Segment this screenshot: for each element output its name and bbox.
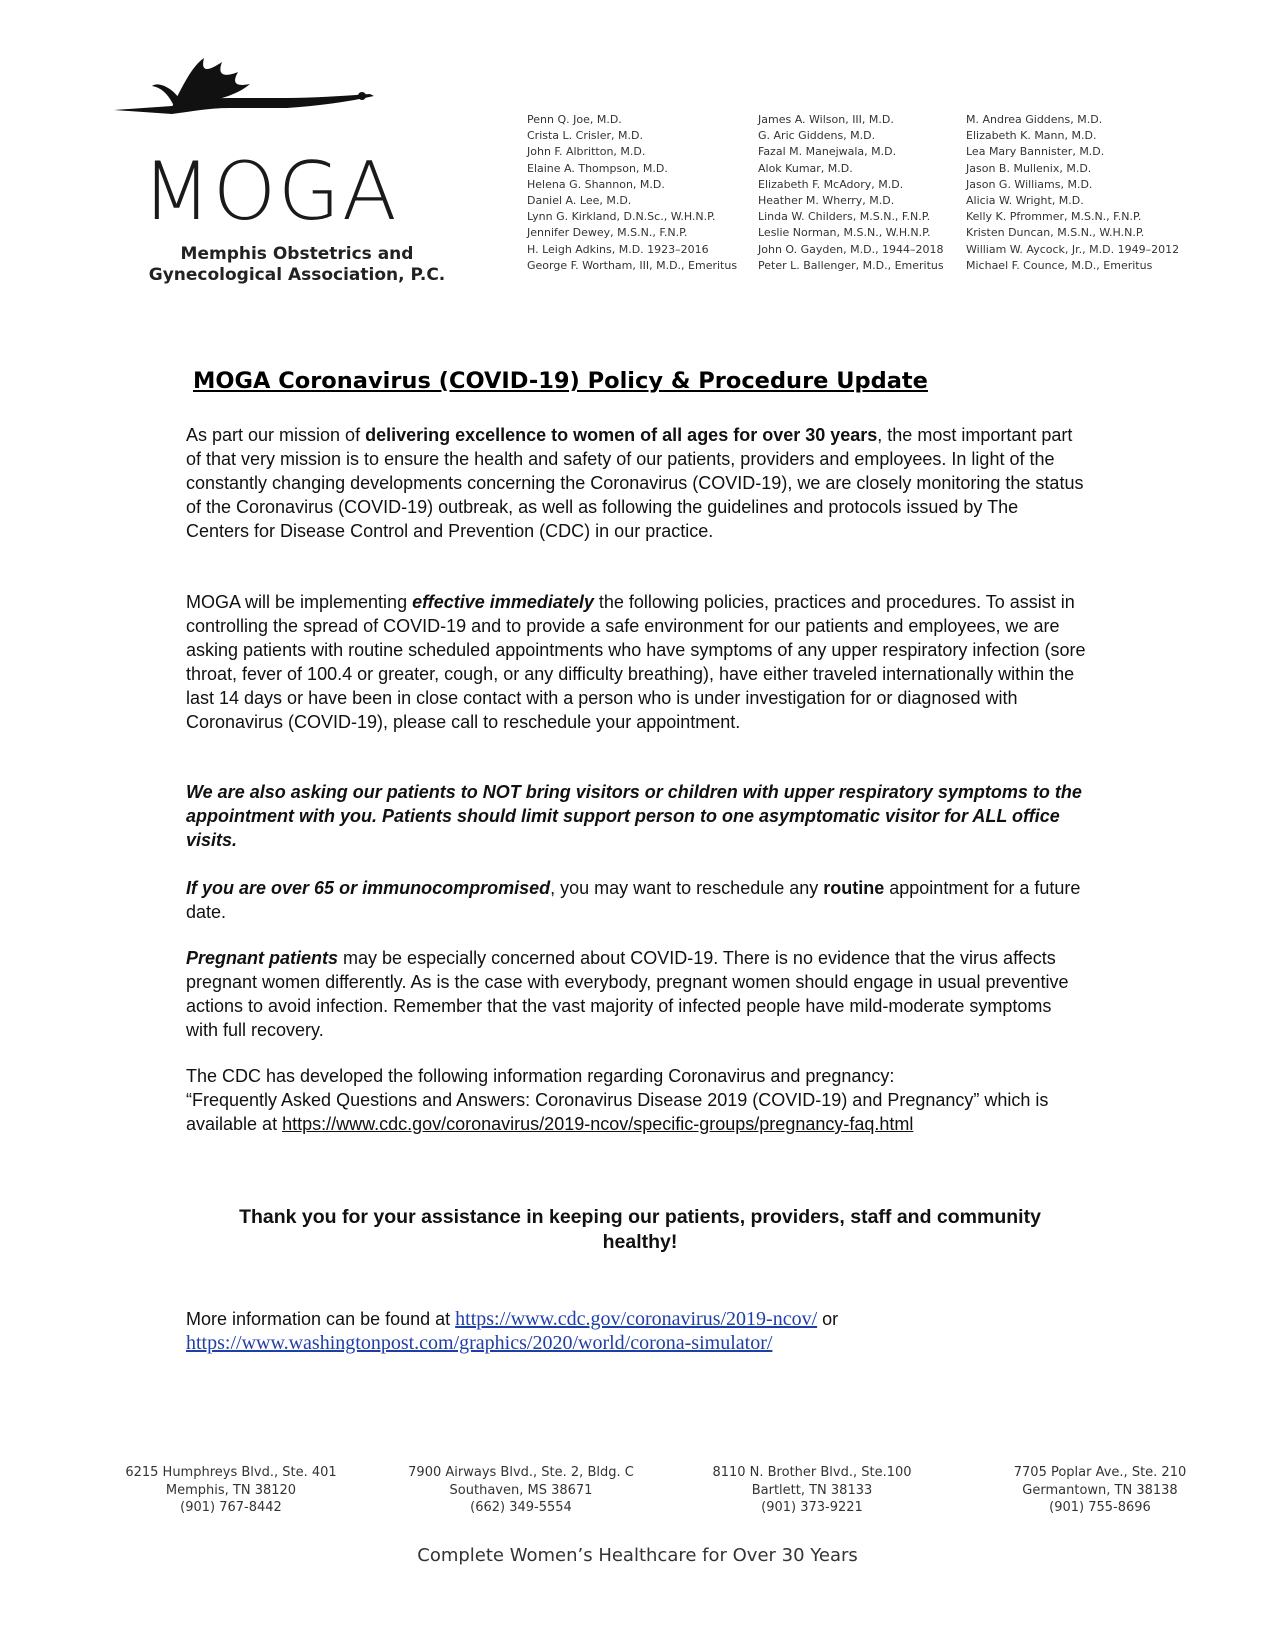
address-germantown: 7705 Poplar Ave., Ste. 210 Germantown, TN 38138 (901) 755-8696 bbox=[1013, 1465, 1187, 1515]
cdc-coronavirus-link[interactable]: https://www.cdc.gov/coronavirus/2019-ncov/ bbox=[455, 1308, 818, 1330]
paragraph-pregnancy: Pregnant patients may be especially concerned about COVID-19. There is no evidence that the virus affects pregnant women differently. As is the case with everybody, pregnant women should engage in usual preventive actions to avoid infection. Remember that the vast majority of infected people have mild-moderate symptoms with full recovery. bbox=[186, 948, 1069, 1040]
staff-column-2: James A. Wilson, III, M.D. G. Aric Giddens, M.D. Fazal M. Manejwala, M.D. Alok Kumar, M.D. Elizabeth F. McAdory, M.D. Heather M. Wherry, M.D. Linda W. Childers, M.S.N., F.N.P. Leslie Norman, M.S.N., W.H.N.P. John O. Gayden, M.D., 1944–2018 Peter L. Ballenger, M.D., Emeritus bbox=[758, 113, 944, 272]
paragraph-mission: As part our mission of delivering excellence to women of all ages for over 30 years, the most important part of that very mission is to ensure the health and safety of our patients, providers and employees. In light of the constantly changing developments concerning the Coronavirus (COVID-19), we are closely monitoring the status of the Coronavirus (COVID-19) outbreak, as well as following the guidelines and protocols issued by The Centers for Disease Control and Prevention (CDC) in our practice. bbox=[186, 425, 1084, 541]
address-southaven: 7900 Airways Blvd., Ste. 2, Bldg. C Southaven, MS 38671 (662) 349-5554 bbox=[408, 1465, 634, 1515]
logo-wordmark: MOGA bbox=[142, 145, 399, 238]
paragraph-policies: MOGA will be implementing effective immediately the following policies, practices and procedures. To assist in controlling the spread of COVID-19 and to provide a safe environment for our patients and employees, we are asking patients with routine scheduled appointments who have symptoms of any upper respiratory infection (sore throat, fever of 100.4 or greater, cough, or any difficulty breathing), have either traveled internationally within the last 14 days or have been in close contact with a person who is under investigation for or diagnosed with Coronavirus (COVID-19), please call to reschedule your appointment. bbox=[186, 592, 1086, 732]
address-memphis: 6215 Humphreys Blvd., Ste. 401 Memphis, TN 38120 (901) 767-8442 bbox=[125, 1465, 337, 1515]
stork-icon bbox=[112, 52, 392, 132]
staff-column-3: M. Andrea Giddens, M.D. Elizabeth K. Mann, M.D. Lea Mary Bannister, M.D. Jason B. Mullenix, M.D. Jason G. Williams, M.D. Alicia W. Wright, M.D. Kelly K. Pfrommer, M.S.N., F.N.P. Kristen Duncan, M.S.N., W.H.N.P. William W. Aycock, Jr., M.D. 1949–2012 Michael F. Counce, M.D., Emeritus bbox=[966, 113, 1180, 272]
logo-subtitle: Memphis Obstetrics and Gynecological Association, P.C. bbox=[148, 244, 446, 285]
paragraph-visitors: We are also asking our patients to NOT bring visitors or children with upper respiratory symptoms to the appointment with you. Patients should limit support person to one asymptomatic visitor for ALL office visits. bbox=[186, 782, 1082, 850]
washington-post-simulator-link[interactable]: https://www.washingtonpost.com/graphics/2020/world/corona-simulator/ bbox=[186, 1332, 773, 1354]
more-info: More information can be found at https://www.cdc.gov/coronavirus/2019-ncov/ or https://www.washingtonpost.com/graphics/2020/world/corona-simulator/ bbox=[186, 1308, 839, 1354]
paragraph-high-risk: If you are over 65 or immunocompromised, you may want to reschedule any routine appointment for a future date. bbox=[186, 878, 1081, 922]
paragraph-cdc-faq: The CDC has developed the following information regarding Coronavirus and pregnancy: “Frequently Asked Questions and Answers: Coronavirus Disease 2019 (COVID-19) and Pregnancy” which is available at https://www.cdc.gov/coronavirus/2019-ncov/specific-groups/pregnancy-faq.html bbox=[186, 1066, 1049, 1134]
address-bartlett: 8110 N. Brother Blvd., Ste.100 Bartlett, TN 38133 (901) 373-9221 bbox=[712, 1465, 912, 1515]
footer-tagline: Complete Women’s Healthcare for Over 30 Years bbox=[417, 1545, 858, 1566]
moga-logo bbox=[112, 52, 457, 285]
cdc-pregnancy-faq-link[interactable]: https://www.cdc.gov/coronavirus/2019-ncov/specific-groups/pregnancy-faq.html bbox=[282, 1114, 914, 1134]
staff-column-1: Penn Q. Joe, M.D. Crista L. Crisler, M.D. John F. Albritton, M.D. Elaine A. Thompson, M.D. Helena G. Shannon, M.D. Daniel A. Lee, M.D. Lynn G. Kirkland, D.N.Sc., W.H.N.P. Jennifer Dewey, M.S.N., F.N.P. H. Leigh Adkins, M.D. 1923–2016 George F. Wortham, III, M.D., Emeritus bbox=[527, 113, 738, 272]
page-title: MOGA Coronavirus (COVID-19) Policy & Procedure Update bbox=[193, 368, 928, 394]
thanks-message: Thank you for your assistance in keeping our patients, providers, staff and community healthy! bbox=[239, 1206, 1041, 1253]
